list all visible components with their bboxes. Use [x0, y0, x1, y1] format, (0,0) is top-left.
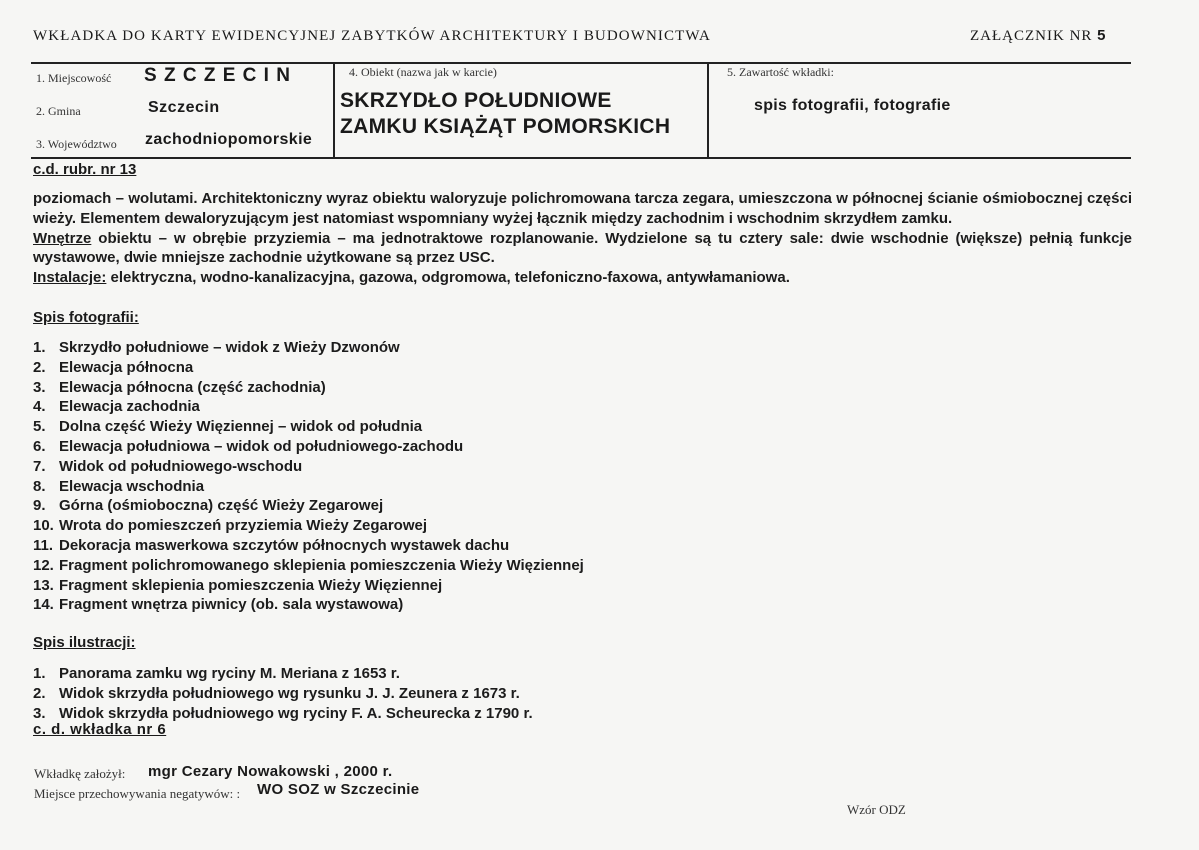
item-text: Fragment polichromowanego sklepienia pomieszczenia Wieży Więziennej — [59, 556, 584, 574]
photos-item — [33, 457, 584, 477]
description-text — [33, 189, 1132, 288]
storage-value: WO SOZ w Szczecinie — [257, 781, 420, 798]
interior-text: obiektu – w obrębie przyziemia – ma jednotraktowe rozplanowanie. Wydzielone są tu cztery sale: dwie wschodnie (większe) pełnią funkcje wystawowe, dwie mniejsze zachodnie użytkowane są przez USC. — [33, 229, 1132, 267]
storage-label: Miejsce przechowywania negatywów: : — [34, 786, 241, 801]
photos-item — [33, 338, 584, 358]
photos-item — [33, 516, 584, 536]
item-number: 3. — [33, 378, 46, 396]
photos-item — [33, 536, 584, 556]
item-text: Skrzydło południowe – widok z Wieży Dzwonów — [59, 339, 400, 356]
item-number: 9. — [33, 497, 46, 515]
illustrations-item — [33, 684, 533, 704]
description-paragraph-1: poziomach – wolutami. Architektoniczny wyraz obiektu waloryzuje polichromowana tarcza zegara, umieszczona w północnej ścianie ośmiobocznej części wieży. Elementem dewaloryzującym jest natomiast wspomniany wyżej łącznik między zachodnim i wschodnim skrzydłem zamku. — [33, 190, 1132, 227]
voivodeship-value: zachodniopomorskie — [145, 131, 313, 148]
item-text: Elewacja południowa – widok od południowego-zachodu — [59, 437, 464, 455]
illustrations-item — [33, 664, 533, 684]
item-number: 8. — [33, 477, 46, 495]
photos-item — [33, 496, 584, 516]
object-name-line1: SKRZYDŁO POŁUDNIOWE — [340, 89, 612, 112]
item-text: Widok od południowego-wschodu — [59, 457, 303, 475]
divider-2 — [707, 63, 709, 158]
item-text: Dolna część Wieży Więziennej – widok od południa — [59, 418, 423, 436]
item-text: Elewacja północna (część zachodnia) — [59, 378, 326, 396]
item-text: Fragment sklepienia pomieszczenia Wieży Więziennej — [59, 576, 443, 594]
photos-item — [33, 437, 584, 457]
commune-label: 2. Gmina — [36, 104, 81, 118]
item-text: Fragment wnętrza piwnicy (ob. sala wystawowa) — [59, 596, 404, 614]
author-value: mgr Cezary Nowakowski , 2000 r. — [148, 763, 393, 780]
item-text: Dekoracja maswerkowa szczytów północnych wystawek dachu — [59, 536, 510, 554]
item-number: 2. — [33, 684, 46, 702]
item-number: 10. — [33, 517, 54, 535]
photos-item — [33, 477, 584, 497]
continuation-ref: c.d. rubr. nr 13 — [33, 161, 137, 178]
item-number: 11. — [33, 536, 54, 554]
item-number: 5. — [33, 418, 46, 436]
locality-value: S Z C Z E C I N — [144, 65, 291, 86]
author-label: Wkładkę założył: — [34, 766, 126, 781]
object-name-line2: ZAMKU KSIĄŻĄT POMORSKICH — [340, 115, 671, 138]
photos-item — [33, 378, 584, 398]
top-rule — [31, 62, 1131, 64]
divider-1 — [333, 63, 335, 158]
annex-number: 5 — [1097, 27, 1107, 44]
item-text: Widok skrzydła południowego wg ryciny F. A. Scheurecka z 1790 r. — [59, 704, 533, 722]
content-label: 5. Zawartość wkładki: — [727, 65, 834, 79]
item-number: 12. — [33, 556, 54, 574]
annex-label — [970, 27, 1107, 45]
commune-value: Szczecin — [148, 99, 220, 116]
continuation-insert: c. d. wkładka nr 6 — [33, 721, 167, 738]
photos-item — [33, 417, 584, 437]
template-mark: Wzór ODZ — [847, 802, 906, 817]
interior-label: Wnętrze — [33, 229, 92, 247]
item-number: 13. — [33, 576, 54, 594]
description-paragraph-2 — [33, 229, 1132, 269]
item-number: 1. — [33, 665, 46, 682]
item-text: Wrota do pomieszczeń przyziemia Wieży Zegarowej — [59, 517, 428, 535]
item-text: Elewacja wschodnia — [59, 477, 205, 495]
item-text: Elewacja północna — [59, 358, 194, 376]
photos-heading: Spis fotografii: — [33, 309, 139, 326]
item-text: Górna (ośmioboczna) część Wieży Zegarowej — [59, 497, 384, 515]
item-text: Widok skrzydła południowego wg rysunku J. J. Zeunera z 1673 r. — [59, 684, 520, 702]
item-number: 7. — [33, 457, 46, 475]
installations-label: Instalacje: — [33, 269, 107, 287]
illustrations-heading: Spis ilustracji: — [33, 634, 136, 651]
illustrations-list — [33, 664, 533, 723]
item-number: 4. — [33, 398, 46, 416]
item-number: 1. — [33, 339, 46, 356]
content-value: spis fotografii, fotografie — [754, 97, 951, 114]
item-number: 3. — [33, 704, 46, 722]
bottom-rule — [31, 157, 1131, 159]
item-text: Panorama zamku wg ryciny M. Meriana z 1653 r. — [59, 665, 400, 682]
photos-item — [33, 397, 584, 417]
item-number: 2. — [33, 358, 46, 376]
annex-label-text: ZAŁĄCZNIK NR — [970, 28, 1093, 44]
photos-item — [33, 576, 584, 596]
description-paragraph-3 — [33, 268, 1132, 288]
form-title: WKŁADKA DO KARTY EWIDENCYJNEJ ZABYTKÓW ARCHITEKTURY I BUDOWNICTWA — [33, 28, 711, 44]
photos-item — [33, 595, 584, 615]
locality-label: 1. Miejscowość — [36, 71, 112, 85]
item-number: 6. — [33, 437, 46, 455]
voivodeship-label: 3. Województwo — [36, 137, 117, 151]
photos-item — [33, 358, 584, 378]
photos-item — [33, 556, 584, 576]
item-text: Elewacja zachodnia — [59, 398, 200, 416]
installations-text: elektryczna, wodno-kanalizacyjna, gazowa, odgromowa, telefoniczno-faxowa, antywłamaniowa. — [106, 269, 790, 287]
photos-list — [33, 338, 584, 615]
object-label: 4. Obiekt (nazwa jak w karcie) — [349, 65, 497, 79]
item-number: 14. — [33, 596, 54, 614]
